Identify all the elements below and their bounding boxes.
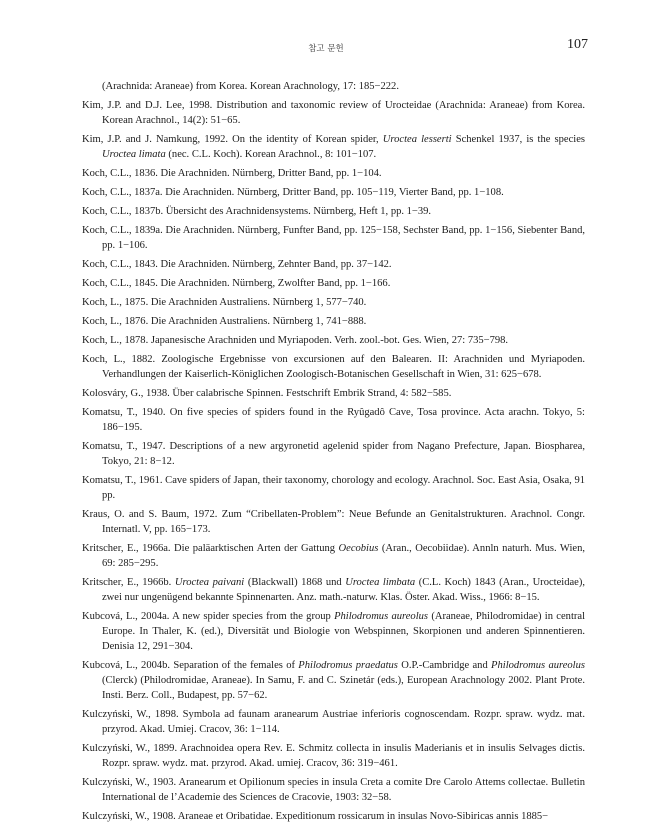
reference-entry [82,707,585,737]
reference-entry [82,79,585,94]
reference-text: Kim, J.P. and J. Namkung, 1992. On the identity of Korean spider, [82,134,383,145]
reference-text: Koch, C.L., 1845. Die Arachniden. Nürnberg, Zwolfter Band, pp. 1−166. [82,278,391,289]
reference-entry [82,132,585,162]
reference-text: Kim, J.P. and D.J. Lee, 1998. Distribution and taxonomic review of Urocteidae (Arachnida: Araneae) from Korea. Korean Arachnol., 14(2): 51−65. [82,100,585,126]
reference-text: Kubcová, L., 2004b. Separation of the females of [82,660,299,671]
reference-text: (Clerck) (Philodromidae, Araneae). In Samu, F. and C. Szinetár (eds.), European Arachnology 2002. Plant Prote. Insti. Berz. Coll., Budapest, pp. 57−62. [102,675,585,701]
reference-entry [82,775,585,805]
reference-text: (Araneae, Philodromidae) in central Europe. In Thaler, K. (ed.), Diversität und Biologie von Webspinnen, Skorpionen und anderen Spinnentieren. Denisia 12, 291−304. [102,611,585,652]
reference-entry [82,439,585,469]
reference-entry [82,314,585,329]
reference-text: Kubcová, L., 2004a. A new spider species from the group [82,611,335,622]
reference-text: Koch, L., 1875. Die Arachniden Australiens. Nürnberg 1, 577−740. [82,297,367,308]
reference-text: (Blackwall) 1868 und [244,577,346,588]
reference-text: Koch, L., 1876. Die Arachniden Australiens. Nürnberg 1, 741−888. [82,316,367,327]
reference-text: Kolosváry, G., 1938. Über calabrische Spinnen. Festschrift Embrik Strand, 4: 582−585. [82,388,452,399]
reference-text: Koch, C.L., 1839a. Die Arachniden. Nürnberg, Funfter Band, pp. 125−158, Sechster Band, pp. 1−156, Siebenter Band, pp. 1−106. [82,225,585,251]
species-name: Uroctea limata [102,149,166,160]
reference-text: Kraus, O. and S. Baum, 1972. Zum “Cribellaten-Problem”: Neue Befunde an Genitalstrukturen. Arachnol. Congr. Internatl. V, pp. 165−173. [82,509,585,535]
species-name: Uroctea paivani [174,577,245,588]
species-name: Uroctea limbata [345,577,416,588]
species-name: Uroctea lesserti [382,134,452,145]
reference-entry [82,295,585,310]
reference-entry [82,185,585,200]
reference-text: Koch, C.L., 1837b. Übersicht des Arachnidensystems. Nürnberg, Heft 1, pp. 1−39. [82,206,432,217]
reference-text: Koch, C.L., 1843. Die Arachniden. Nürnberg, Zehnter Band, pp. 37−142. [82,259,392,270]
reference-entry [82,276,585,291]
reference-text: Kulczyński, W., 1908. Araneae et Oribatidae. Expeditionum rossicarum in insulas Novo-Sibiricas annis 1885− [82,811,549,822]
reference-entry [82,541,585,571]
page-number: 107 [567,37,588,52]
reference-entry [82,473,585,503]
species-name: Philodromus aureolus [334,611,429,622]
running-title: 참고 문헌 [308,44,344,54]
reference-entry [82,809,585,824]
reference-entry [82,98,585,128]
reference-text: O.P.-Cambridge and [397,660,492,671]
reference-text: Koch, L., 1878. Japanesische Arachniden und Myriapoden. Verh. zool.-bot. Ges. Wien, 27: 735−798. [82,335,509,346]
reference-text: (Aran., Oecobiidae). Annln naturh. Mus. Wien, 69: 285−295. [102,543,585,569]
reference-entry [82,223,585,253]
reference-text: Kulczyński, W., 1903. Aranearum et Opilionum species in insula Creta a comite Dre Carolo Attems collectae. Bulletin International de l’Academie des Sciences de Cracovie, 1903: 32−58. [82,777,585,803]
reference-text: Kritscher, E., 1966b. [82,577,175,588]
species-name: Philodromus aureolus [491,660,585,671]
reference-text: Kulczyński, W., 1898. Symbola ad faunam aranearum Austriae inferioris cognoscendam. Rozpr. spraw. wydz. mat. przyrod. Akad. Umiej. Cracov, 36: 1−114. [82,709,585,735]
reference-entry [82,658,585,703]
reference-text: Kulczyński, W., 1899. Arachnoidea opera Rev. E. Schmitz collecta in insulis Maderianis et in insulis Selvages dictis. Rozpr. spraw. wydz. mat. przyrod. Akad. umiej. Cracov, 36: 319−461. [82,743,585,769]
reference-text: (C.L. Koch) 1843 (Aran., Urocteidae), zwei nur ungenügend bekannte Spinnenarten. Anz. math.-naturw. Klas. Öster. Akad. Wiss., 1966: 8−15. [102,577,585,603]
reference-entry [82,609,585,654]
reference-text: Koch, C.L., 1837a. Die Arachniden. Nürnberg, Dritter Band, pp. 105−119, Vierter Band, pp. 1−108. [82,187,504,198]
reference-text: Koch, C.L., 1836. Die Arachniden. Nürnberg, Dritter Band, pp. 1−104. [82,168,382,179]
reference-text: (nec. C.L. Koch). Korean Arachnol., 8: 101−107. [165,149,377,160]
reference-text: Koch, L., 1882. Zoologische Ergebnisse von excursionen auf den Balearen. II: Arachniden und Myriapoden. Verhandlungen der Kaiserlich-Königlichen Zoologisch-Botanischen Gesellschaft in Wien, 31: 625−678. [82,354,585,380]
reference-entry [82,333,585,348]
reference-entry [82,204,585,219]
species-name: Philodromus praedatus [298,660,398,671]
species-name: Oecobius [338,543,379,554]
reference-text: Komatsu, T., 1961. Cave spiders of Japan, their taxonomy, chorology and ecology. Arachnol. Soc. East Asia, Osaka, 91 pp. [82,475,585,501]
reference-entry [82,257,585,272]
reference-entry [82,575,585,605]
reference-entry [82,507,585,537]
reference-text: Komatsu, T., 1940. On five species of spiders found in the Ryûgadô Cave, Tosa province. Acta arachn. Tokyo, 5: 186−195. [82,407,585,433]
reference-entry [82,405,585,435]
reference-text: Schenkel 1937, is the species [451,134,586,145]
reference-entry [82,166,585,181]
reference-list [82,79,585,828]
reference-entry [82,741,585,771]
reference-entry [82,352,585,382]
reference-text: Kritscher, E., 1966a. Die paläarktischen Arten der Gattung [82,543,339,554]
reference-text: Komatsu, T., 1947. Descriptions of a new argyronetid agelenid spider from Nagano Prefecture, Japan. Biospharea, Tokyo, 21: 8−12. [82,441,585,467]
reference-entry [82,386,585,401]
reference-text: (Arachnida: Araneae) from Korea. Korean Arachnology, 17: 185−222. [102,81,399,92]
